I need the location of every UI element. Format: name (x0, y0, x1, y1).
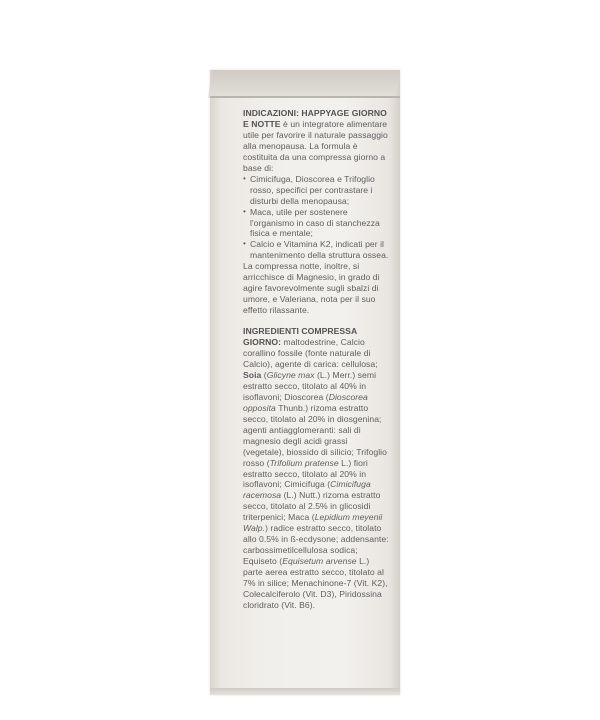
seg-7: Trifolium pratense (269, 457, 339, 468)
indicazioni-bullet-list (243, 174, 391, 262)
ingredienti-heading: INGREDIENTI COMPRESSA GIORNO: (243, 326, 357, 348)
seg-0: maltodestrine, Calcio corallino fossile (fonte naturale di Calcio), agente di carica: cellulosa; (243, 337, 378, 369)
seg-12: ) radice estratto secco, titolato allo 0.5% in ß-ecdysone; addensante: carbossimetilcellulosa sodica; Equiseto ( (243, 523, 389, 567)
seg-1: Soia (243, 369, 262, 380)
indicazioni-intro: è un integratore alimentare utile per favorire il naturale passaggio alla menopausa. La formula è costituita da una compressa giorno a base di: (243, 118, 388, 173)
seg-6: Thunb.) rizoma estratto secco, titolato al 20% in diosgenina; agenti antiagglomeranti: sali di magnesio degli acidi grassi (vegetale), biossido di silicio; Trifoglio rosso ( (243, 402, 387, 468)
section-spacer (243, 316, 391, 326)
seg-13: Equisetum arvense (282, 556, 357, 567)
seg-3: Glicyne max (266, 369, 315, 380)
ingredienti-paragraph (243, 326, 391, 611)
bullet-item: • Calcio e Vitamina K2, indicati per il mantenimento della struttura ossea. (243, 239, 391, 261)
seg-5: Dioscorea opposita (243, 391, 368, 413)
seg-8: L.) fiori estratto secco, titolato al 20% in isoflavoni; Cimicifuga ( (243, 457, 368, 490)
box-bottom-edge (210, 688, 400, 695)
seg-2: ( (261, 369, 267, 380)
seg-9: Cimicifuga racemosa (243, 479, 371, 501)
seg-11: Lepidium meyenii Walp. (243, 512, 383, 534)
bullet-item: • Cimicifuga, Dioscorea e Trifoglio rosso, specifici per contrastare i disturbi della menopausa; (243, 174, 391, 207)
seg-10: (L.) Nutt.) rizoma estratto secco, titolato al 2.5% in glicosidi triterpenici; Maca ( (243, 490, 381, 523)
indicazioni-paragraph (243, 108, 391, 174)
label-text-block (243, 108, 391, 611)
indicazioni-outro: La compressa notte, inoltre, si arricchisce di Magnesio, in grado di agire favorevolmente sugli sbalzi di umore, e Valeriana, nota per il suo effetto rilassante. (243, 261, 380, 316)
seg-14: L.) parte aerea estratto secco, titolato al 7% in silice; Menachinone-7 (Vit. K2), Colecalciferolo (Vit. D3), Piridossina cloridrato (Vit. B6). (243, 556, 388, 610)
box-top-edge (210, 96, 400, 98)
box-top-flap (208, 70, 400, 98)
seg-4: (L.) Merr.) semi estratto secco, titolato al 40% in isoflavoni; Dioscorea ( (243, 369, 377, 402)
bullet-item: • Maca, utile per sostenere l'organismo in caso di stanchezza fisica e mentale; (243, 207, 391, 240)
indicazioni-heading: INDICAZIONI: HAPPYAGE GIORNO E NOTTE (243, 108, 387, 129)
